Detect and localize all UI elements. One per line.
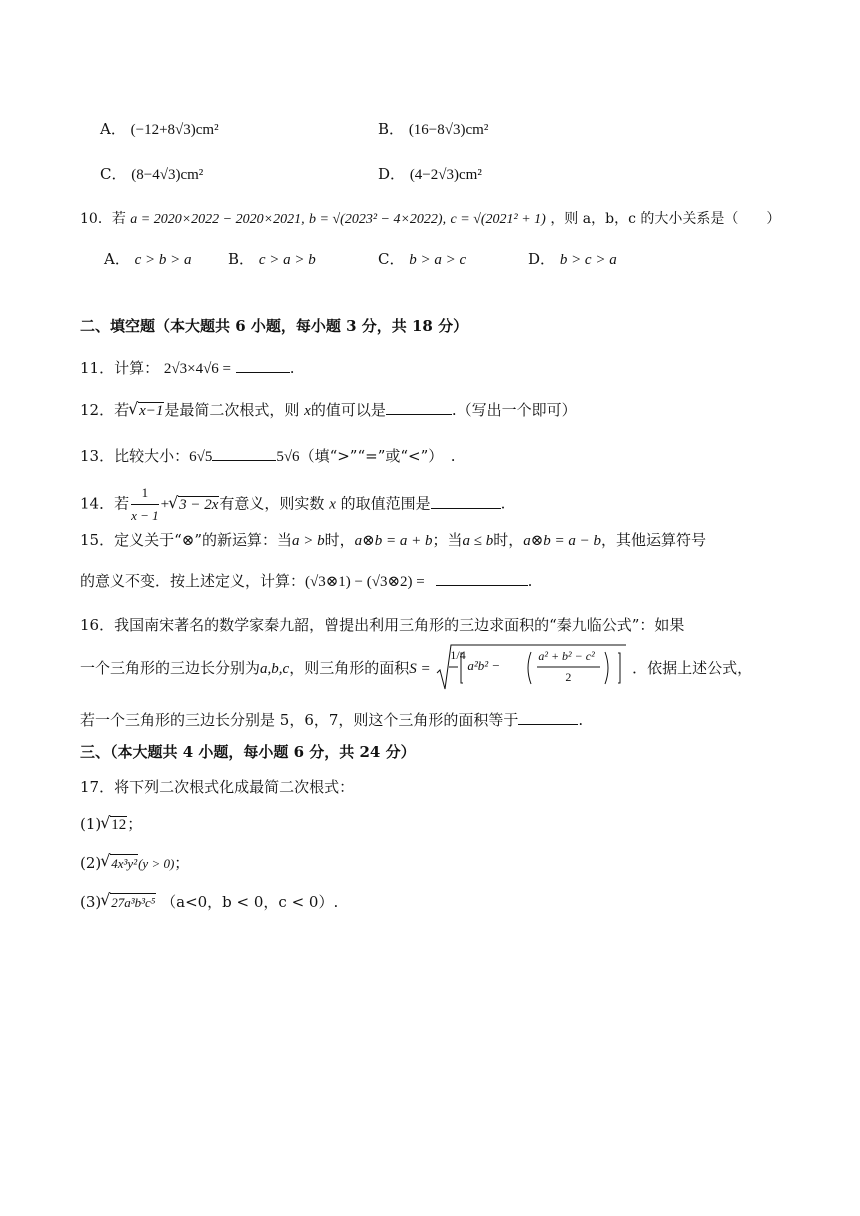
q17-item-3-tail: . bbox=[333, 893, 339, 911]
q16-line-1: 16．我国南宋著名的数学家秦九韶，曾提出利用三角形的三边求面积的“秦九临公式”：如果 bbox=[80, 616, 685, 634]
q16-formula-denominator: 2 bbox=[565, 670, 572, 684]
q15-def-1: a⊗b = a + b bbox=[354, 533, 433, 549]
q17-item-2 bbox=[80, 852, 189, 873]
q13-answer-blank[interactable] bbox=[212, 446, 276, 461]
q10-option-b bbox=[228, 248, 316, 269]
q17-item-3-label: (3) bbox=[80, 893, 102, 911]
q13 bbox=[80, 445, 456, 466]
q17-item-2-radical: √ 4x³y² bbox=[110, 854, 138, 872]
q10-option-a-expr: c > b > a bbox=[134, 252, 192, 268]
q10-b-expr: b = √(2023² − 4×2022), bbox=[309, 212, 447, 227]
q12-end: .（写出一个即可） bbox=[451, 401, 577, 419]
q11 bbox=[80, 357, 295, 378]
q14-answer-blank[interactable] bbox=[431, 494, 501, 509]
q10-c-expr: c = √(2021² + 1) bbox=[450, 212, 546, 227]
q9-option-d-label: D． bbox=[378, 165, 406, 183]
q15-cond-2: a ≤ b bbox=[462, 533, 494, 549]
q17-title: 17．将下列二次根式化成最简二次根式： bbox=[80, 778, 355, 796]
q11-expr: 2√3×4√6 = bbox=[163, 361, 232, 377]
q10-option-a-label: A． bbox=[104, 250, 130, 268]
q15-line1: 15．定义关于“⊗”的新运算：当 bbox=[80, 531, 292, 549]
q12-var: x bbox=[304, 403, 311, 419]
q9-option-a-label: A． bbox=[100, 120, 126, 138]
q11-answer-blank[interactable] bbox=[236, 358, 290, 373]
q14-numerator: 1 bbox=[131, 482, 159, 505]
q14-var: x bbox=[329, 496, 336, 513]
q16-line2b: ，则三角形的面积 bbox=[289, 659, 410, 677]
q12 bbox=[80, 399, 577, 420]
section-2-title: 二、填空题（本大题共 6 小题，每小题 3 分，共 18 分） bbox=[80, 317, 469, 335]
q9-option-d-expr: (4−2√3)cm² bbox=[409, 167, 482, 183]
q15-t2: ；当 bbox=[432, 531, 463, 549]
q14-post: 的取值范围是 bbox=[340, 494, 431, 513]
q9-option-d bbox=[378, 163, 482, 184]
q9-option-b bbox=[378, 118, 488, 139]
q16-formula-lhs: S = bbox=[409, 661, 431, 677]
q12-post: 的值可以是 bbox=[310, 401, 386, 419]
q12-answer-blank[interactable] bbox=[386, 400, 452, 415]
q17-item-3-cond: （a<0，b < 0，c < 0） bbox=[161, 893, 334, 911]
q17-item-1-label: (1) bbox=[80, 815, 102, 833]
q17-item-2-label: (2) bbox=[80, 854, 102, 872]
q17-item-2-cond: (y > 0) bbox=[138, 856, 175, 871]
q15-line-2 bbox=[80, 570, 532, 591]
q10-option-b-label: B． bbox=[228, 250, 255, 268]
q14-pre: 14．若 bbox=[80, 494, 130, 513]
q15-cond-1: a > b bbox=[292, 533, 325, 549]
q14-mid: 有意义，则实数 bbox=[219, 494, 325, 513]
q13-post: （填“>”“=”或“<”） . bbox=[299, 447, 456, 465]
q10-number: 10．若 bbox=[80, 211, 126, 227]
q12-radical: √ x−1 bbox=[138, 402, 164, 420]
q15-end: . bbox=[527, 572, 533, 590]
q11-end: . bbox=[289, 359, 295, 377]
q9-option-b-expr: (16−8√3)cm² bbox=[408, 122, 489, 138]
q9-option-a bbox=[100, 118, 219, 139]
q9-option-a-expr: (−12+8√3)cm² bbox=[130, 122, 219, 138]
q13-left: 6√5 bbox=[189, 449, 213, 465]
q15-line2: 的意义不变．按上述定义，计算： bbox=[80, 572, 306, 590]
q16-formula-numerator: a² + b² − c² bbox=[538, 649, 595, 663]
q16-line-3 bbox=[80, 709, 583, 730]
q10-option-d bbox=[528, 248, 617, 269]
q12-mid: 是最简二次根式，则 bbox=[164, 401, 300, 419]
q14-end: . bbox=[500, 494, 506, 513]
q15-calc: (√3⊗1) − (√3⊗2) = bbox=[305, 574, 425, 590]
q14-fraction bbox=[131, 482, 159, 527]
q16-line2c: ．依据上述公式， bbox=[632, 659, 753, 677]
q16-end: . bbox=[578, 711, 584, 729]
q10-option-c-label: C． bbox=[378, 250, 405, 268]
q17-item-2-tail: ； bbox=[174, 854, 190, 872]
q16-formula bbox=[435, 643, 627, 691]
q15-def-2: a⊗b = a − b bbox=[523, 533, 602, 549]
q10-option-a bbox=[104, 248, 192, 269]
q10-option-c bbox=[378, 248, 466, 269]
q10-tail: ，则 a，b，c 的大小关系是（ ） bbox=[550, 211, 781, 227]
q9-option-b-label: B． bbox=[378, 120, 405, 138]
q16-vars: a,b,c bbox=[260, 661, 290, 677]
q11-text: 11．计算： bbox=[80, 359, 160, 377]
q15-line-1 bbox=[80, 529, 706, 550]
q17-item-3 bbox=[80, 891, 338, 912]
q15-t4: ，其他运算符号 bbox=[601, 531, 707, 549]
q10-option-c-expr: b > a > c bbox=[409, 252, 467, 268]
q9-option-c-expr: (8−4√3)cm² bbox=[131, 167, 204, 183]
q10-a-expr: a = 2020×2022 − 2020×2021, bbox=[130, 212, 305, 227]
q9-option-c-label: C． bbox=[100, 165, 127, 183]
q15-t3: 时， bbox=[493, 531, 524, 549]
q17-item-1 bbox=[80, 813, 142, 834]
q15-t1: 时， bbox=[324, 531, 355, 549]
q16-formula-frac: 1/4 bbox=[450, 648, 466, 662]
q14-radical: √ 3 − 2x bbox=[178, 496, 219, 514]
q16-formula-a: a²b² − bbox=[467, 658, 501, 673]
q9-option-c bbox=[100, 163, 203, 184]
q12-pre: 12．若 bbox=[80, 401, 130, 419]
q10-option-b-expr: c > a > b bbox=[258, 252, 316, 268]
q16-answer-blank[interactable] bbox=[518, 710, 578, 725]
q13-pre: 13．比较大小： bbox=[80, 447, 190, 465]
q13-right: 5√6 bbox=[276, 449, 300, 465]
q10-option-d-label: D． bbox=[528, 250, 556, 268]
q10-stem bbox=[80, 208, 780, 228]
q17-item-3-radical: √ 27a³b³c⁵ bbox=[110, 893, 156, 911]
q14 bbox=[80, 482, 505, 527]
q15-answer-blank[interactable] bbox=[436, 571, 528, 586]
q10-option-d-expr: b > c > a bbox=[559, 252, 617, 268]
q14-denominator: x − 1 bbox=[131, 508, 159, 523]
q16-line3: 若一个三角形的三边长分别是 5，6，7，则这个三角形的面积等于 bbox=[80, 711, 519, 729]
q17-item-1-tail: ； bbox=[127, 815, 143, 833]
q17-item-1-radical: √ 12 bbox=[110, 816, 127, 834]
q16-line-2 bbox=[80, 643, 752, 691]
q16-line2a: 一个三角形的三边长分别为 bbox=[80, 659, 261, 677]
q14-plus: + bbox=[160, 496, 170, 513]
section-3-title: 三、（本大题共 4 小题，每小题 6 分，共 24 分） bbox=[80, 743, 416, 761]
